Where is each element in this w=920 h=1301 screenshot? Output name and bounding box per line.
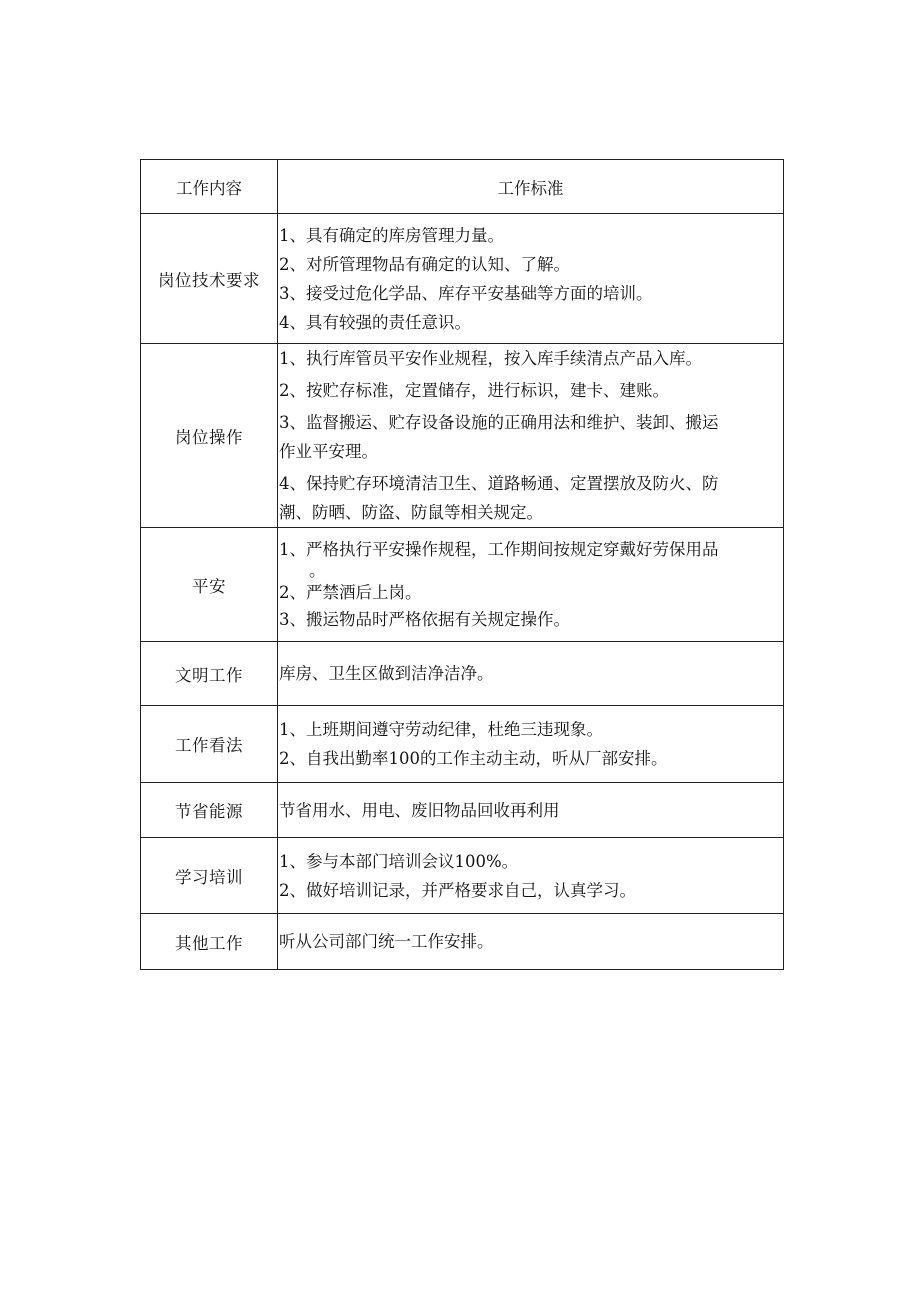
content-line: 2、严禁酒后上岗。 — [279, 583, 422, 602]
content-line: 2、自我出勤率100的工作主动主动，听从厂部安排。 — [279, 749, 668, 768]
row-operations — [141, 344, 784, 528]
content-line: 节省用水、用电、废旧物品回收再利用 — [279, 800, 560, 820]
content-line: 1、执行库管员平安作业规程，按入库手续清点产品入库。 — [279, 349, 702, 368]
row-civilized-work — [141, 642, 784, 706]
row-other-work — [141, 914, 784, 970]
row-label: 平安 — [141, 528, 278, 642]
content-line: 1、参与本部门培训会议100%。 — [279, 851, 519, 871]
content-line: 3、监督搬运、贮存设备设施的正确用法和维护、装卸、搬运 — [279, 413, 719, 432]
content-line: 3、接受过危化学品、库存平安基础等方面的培训。 — [279, 283, 653, 303]
content-line: 1、上班期间遵守劳动纪律，杜绝三违现象。 — [279, 720, 603, 739]
row-energy-saving — [141, 783, 784, 838]
content-line: 听从公司部门统一工作安排。 — [279, 932, 494, 951]
content-line: 3、搬运物品时严格依据有关规定操作。 — [279, 610, 570, 629]
row-work-attitude — [141, 706, 784, 783]
row-label: 工作看法 — [141, 706, 278, 783]
content-line: 2、做好培训记录，并严格要求自己，认真学习。 — [279, 880, 636, 900]
row-content — [278, 528, 784, 642]
row-training — [141, 838, 784, 914]
work-standards-table — [140, 159, 784, 970]
row-content — [278, 706, 784, 783]
content-line: 作业平安理。 — [279, 442, 378, 461]
content-line: 4、具有较强的责任意识。 — [279, 312, 471, 332]
content-line: 2、按贮存标准，定置储存，进行标识，建卡、建账。 — [279, 381, 669, 400]
content-line: 1、严格执行平安操作规程，工作期间按规定穿戴好劳保用品 — [279, 540, 719, 559]
content-line: 4、保持贮存环境清洁卫生、道路畅通、定置摆放及防火、防 — [279, 474, 719, 493]
row-content — [278, 344, 784, 528]
content-line: 。 — [309, 561, 326, 580]
row-content — [278, 214, 784, 344]
row-label: 文明工作 — [141, 642, 278, 706]
header-work-standard: 工作标准 — [278, 160, 784, 214]
row-content — [278, 914, 784, 970]
header-work-content: 工作内容 — [141, 160, 278, 214]
content-line: 1、具有确定的库房管理力量。 — [279, 225, 504, 245]
row-label: 岗位技术要求 — [141, 214, 278, 344]
row-label: 其他工作 — [141, 914, 278, 970]
content-line: 潮、防晒、防盗、防鼠等相关规定。 — [279, 503, 543, 522]
content-line: 2、对所管理物品有确定的认知、了解。 — [279, 254, 570, 274]
row-content — [278, 838, 784, 914]
row-safety — [141, 528, 784, 642]
row-content — [278, 642, 784, 706]
row-label: 节省能源 — [141, 783, 278, 838]
header-row — [141, 160, 784, 214]
row-label: 学习培训 — [141, 838, 278, 914]
row-technical-requirements — [141, 214, 784, 344]
row-content — [278, 783, 784, 838]
content-line: 库房、卫生区做到洁净洁净。 — [279, 664, 494, 683]
row-label: 岗位操作 — [141, 344, 278, 528]
